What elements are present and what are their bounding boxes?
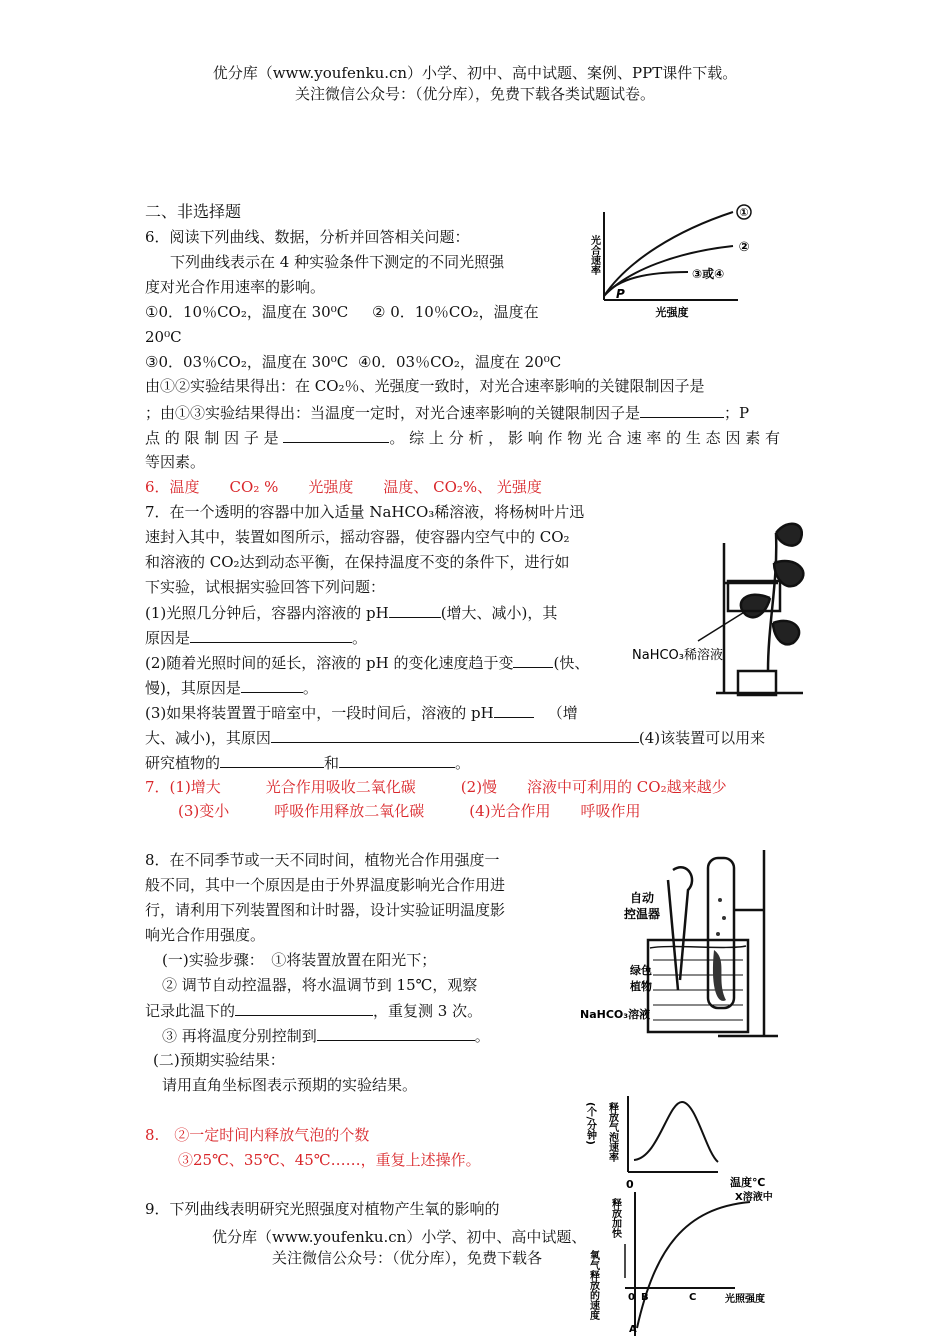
q7-part-1-reason-end: 。: [352, 629, 368, 647]
q6-blank-3[interactable]: [283, 427, 389, 443]
bubble: [718, 898, 722, 902]
q7-part-1-reason: [145, 627, 367, 648]
q8-answer-1: 8. ②一定时间内释放气泡的个数: [145, 1126, 370, 1144]
q7-part-3-options: （增: [547, 704, 578, 722]
q8-result-curve: [634, 1102, 718, 1162]
q7-blank-3-reason[interactable]: [271, 727, 639, 743]
q8-step-2-record-text: 记录此温下的: [145, 1002, 236, 1020]
header-line-2: 关注微信公众号：（优分库），免费下载各类试题试卷。: [294, 85, 655, 103]
q7-part-2-options: (快、: [553, 654, 590, 672]
q8-graph-y-label: 释放气泡速率: [606, 1102, 618, 1162]
leaf-4: [773, 621, 799, 644]
header-line-1: 优分库（www.youfenku.cn）小学、初中、高中试题、案例、PPT课件下载。: [212, 64, 738, 82]
q7-blank-3[interactable]: [494, 702, 534, 718]
q9-point-b: B: [641, 1292, 649, 1303]
q6-question-line-3: [145, 427, 780, 448]
q6-condition-2: ② 0．10％CO₂，温度在: [372, 303, 539, 321]
q8-fig-label-plant-1: 绿色: [630, 964, 652, 977]
leaf-2: [774, 561, 803, 586]
q7-blank-4a[interactable]: [220, 752, 324, 768]
q8-step-3-text: ③ 再将温度分别控制到: [162, 1027, 317, 1045]
q9-point-c: C: [689, 1292, 697, 1303]
q8-graph-y-unit: (个/分钟): [584, 1102, 596, 1145]
q8-fig-label-solution: NaHCO₃溶液: [580, 1008, 651, 1021]
q7-part-2-text: (2)随着光照时间的延长，溶液的 pH 的变化速度趋于变: [145, 654, 514, 672]
q8-answer-2: ③25℃、35℃、45℃……，重复上述操作。: [178, 1151, 481, 1169]
footer-line-2: 关注微信公众号：（优分库），免费下载各: [272, 1249, 543, 1267]
q6-blank-2[interactable]: [640, 402, 724, 418]
q6-y-label: 光合速率: [588, 235, 600, 275]
q6-condition-2-temp: 20⁰C: [145, 328, 182, 346]
q6-condition-4: ④0．03％CO₂，温度在 20⁰C: [358, 353, 562, 371]
q6-stem-3: 度对光合作用速率的影响。: [145, 278, 326, 296]
bubble: [722, 916, 726, 920]
q6-stem-1: 6．阅读下列曲线、数据，分析并回答相关问题：: [145, 228, 470, 246]
q7-part-1-reason-text: 原因是: [145, 629, 191, 647]
q7-part-3: [145, 702, 578, 723]
q7-answer-2: (3)变小 呼吸作用释放二氧化碳 (4)光合作用 呼吸作用: [178, 802, 641, 820]
q7-blank-2[interactable]: [513, 652, 553, 668]
q9-curve: [637, 1202, 750, 1328]
q9-y-top-label: 释放加快: [609, 1198, 621, 1238]
water-surface: [650, 946, 746, 948]
q9-y-bottom-label: 氧气释放的速度: [587, 1250, 599, 1320]
q6-x-label: 光强度: [655, 306, 689, 319]
q8-expected-title: (二)预期实验结果：: [153, 1051, 285, 1069]
footer-line-1: 优分库（www.youfenku.cn）小学、初中、高中试题、: [212, 1228, 587, 1246]
q7-stem-1: 7．在一个透明的容器中加入适量 NaHCO₃稀溶液，将杨树叶片迅: [145, 503, 585, 521]
q8-step-3-end: 。: [474, 1027, 490, 1045]
q8-stem-4: 响光合作用强度。: [145, 926, 266, 944]
q6-question-line-3-text: 点 的 限 制 因 子 是: [145, 429, 279, 447]
q7-part-4-end: 。: [455, 754, 471, 772]
flask-pot: [738, 671, 776, 695]
q7-part-2: [145, 652, 589, 673]
q6-p-label: P: [616, 287, 625, 301]
q7-stem-3: 和溶液的 CO₂达到动态平衡，在保持温度不变的条件下，进行如: [145, 553, 570, 571]
q7-stem-4: 下实验，试根据实验回答下列问题：: [145, 578, 386, 596]
section-title: 二、非选择题: [145, 202, 242, 221]
q8-step-2: ② 调节自动控温器，将水温调节到 15℃，观察: [162, 976, 478, 994]
q7-part-3-reason-text: 大、减小)，其原因: [145, 729, 271, 747]
q7-part-4: [145, 752, 470, 773]
q8-stem-3: 行，请利用下列装置图和计时器，设计实验证明温度影: [145, 901, 506, 919]
label-pointer: [698, 611, 746, 641]
q6-graph: [588, 200, 788, 325]
q6-answer: 6．温度 CO₂ % 光强度 温度、 CO₂%、 光强度: [145, 478, 542, 496]
q6-question-line-2-text: ；由①③实验结果得出：当温度一定时，对光合速率影响的关键限制因子是: [145, 404, 641, 422]
q7-part-2-reason-text: 慢)，其原因是: [145, 679, 241, 697]
q9-stem-1: 9．下列曲线表明研究光照强度对植物产生氧的影响的: [145, 1200, 500, 1218]
q6-stem-2: 下列曲线表示在 4 种实验条件下测定的不同光照强: [170, 253, 505, 271]
q7-part-3-text: (3)如果将装置置于暗室中，一段时间后，溶液的 pH: [145, 704, 494, 722]
q6-question-line-4: 等因素。: [145, 453, 206, 471]
q8-stem-1: 8．在不同季节或一天不同时间，植物光合作用强度一: [145, 851, 500, 869]
leaf-3: [741, 595, 770, 618]
q9-x-label: 光照强度: [725, 1294, 765, 1305]
q6-curve-1-label: ①: [739, 206, 749, 219]
q7-part-4-text: (4)该装置可以用来: [638, 729, 766, 747]
q7-part-2-reason: [145, 677, 318, 698]
q9-curve-label: X溶液中: [735, 1192, 773, 1203]
q7-part-2-reason-end: 。: [302, 679, 318, 697]
q8-expected-text: 请用直角坐标图表示预期的实验结果。: [162, 1076, 418, 1094]
q7-part-1-text: (1)光照几分钟后，容器内溶液的 pH: [145, 604, 389, 622]
q6-curve-2-label: ②: [738, 240, 750, 255]
q8-graph-x-label: 温度℃: [730, 1176, 766, 1189]
q7-blank-4b[interactable]: [339, 752, 455, 768]
q8-step-3: [162, 1025, 490, 1046]
q6-question-line-2: [145, 402, 749, 423]
q6-question-line-2-end: ；P: [724, 404, 750, 422]
q7-part-3-reason: [145, 727, 765, 748]
q7-apparatus-figure: [628, 503, 820, 703]
q8-blank-2[interactable]: [317, 1025, 475, 1041]
q8-stem-2: 般不同，其中一个原因是由于外界温度影响光合作用进: [145, 876, 506, 894]
q8-fig-label-plant-2: 植物: [630, 980, 652, 993]
q8-blank-1[interactable]: [235, 1000, 373, 1016]
q6-condition-3: ③0．03％CO₂，温度在 30⁰C: [145, 353, 349, 371]
q7-part-4-and: 和: [324, 754, 340, 772]
q6-question-line-1: 由①②实验结果得出：在 CO₂％、光强度一致时，对光合速率影响的关键限制因子是: [145, 377, 705, 395]
q7-part-4-lead: 研究植物的: [145, 754, 221, 772]
q6-question-line-3-end: 。 综 上 分 析 ， 影 响 作 物 光 合 速 率 的 生 态 因 素 有: [389, 429, 780, 447]
q8-step-2-record: [145, 1000, 482, 1021]
heater-rod: [668, 880, 678, 990]
q6-curve-1: [604, 212, 733, 296]
q8-graph-origin: 0: [626, 1178, 634, 1191]
leaf-1: [776, 524, 802, 546]
q7-part-1-options: (增大、减小)，其: [440, 604, 558, 622]
bubble: [716, 932, 720, 936]
q8-fig-label-ctrl-1: 自动: [630, 891, 655, 905]
q7-answer-1: 7．(1)增大 光合作用吸收二氧化碳 (2)慢 溶液中可利用的 CO₂越来越少: [145, 778, 727, 796]
q7-blank-2-reason[interactable]: [241, 677, 303, 693]
q8-step-1: (一)实验步骤： ①将装置放置在阳光下；: [162, 951, 437, 969]
q6-curve-34-label: ③或④: [692, 267, 725, 281]
q8-apparatus-figure: [578, 840, 788, 1040]
q7-fig-label: NaHCO₃稀溶液: [632, 648, 723, 663]
q7-blank-1-reason[interactable]: [190, 627, 352, 643]
q7-stem-2: 速封入其中，装置如图所示，摇动容器，使容器内空气中的 CO₂: [145, 528, 570, 546]
q7-blank-1[interactable]: [389, 602, 441, 618]
q8-result-graph: [584, 1090, 788, 1191]
q9-origin: 0: [628, 1292, 635, 1303]
q6-condition-1: ①0．10％CO₂，温度在 30⁰C: [145, 303, 349, 321]
q9-point-a: A: [629, 1324, 637, 1335]
q7-part-1: [145, 602, 557, 623]
q9-graph: [585, 1188, 785, 1338]
q8-fig-label-ctrl-2: 控温器: [624, 907, 661, 921]
q8-step-2-record-end: ，重复测 3 次。: [373, 1002, 483, 1020]
